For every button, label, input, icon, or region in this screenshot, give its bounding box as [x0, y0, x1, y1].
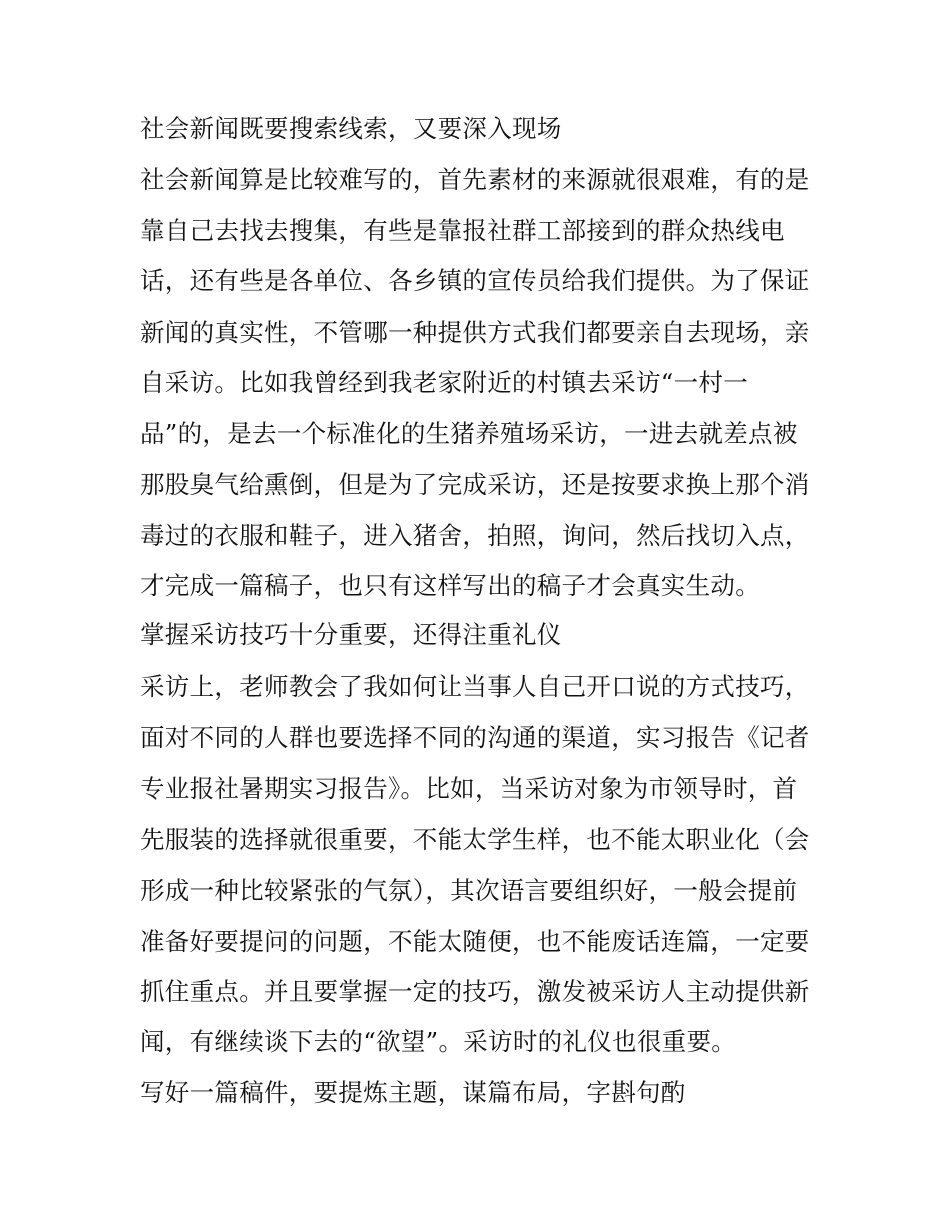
paragraph-line: 闻，有继续谈下去的“欲望”。采访时的礼仪也很重要。: [140, 1027, 737, 1056]
paragraph-line: 毒过的衣服和鞋子，进入猪舍，拍照，询问，然后找切入点，: [140, 521, 810, 550]
paragraph-line: 面对不同的人群也要选择不同的沟通的渠道，实习报告《记者: [140, 723, 810, 752]
section-heading: 社会新闻既要搜索线索，又要深入现场: [140, 114, 562, 143]
paragraph-line: 品”的，是去一个标准化的生猪养殖场采访，一进去就差点被: [140, 419, 798, 448]
paragraph-line: 自采访。比如我曾经到我老家附近的村镇去采访“一村一: [140, 368, 749, 397]
paragraph-line: 准备好要提问的问题，不能太随便，也不能废话连篇，一定要: [140, 927, 810, 956]
paragraph-line: 话，还有些是各单位、各乡镇的宣传员给我们提供。为了保证: [140, 266, 810, 295]
paragraph-line: 抓住重点。并且要掌握一定的技巧，激发被采访人主动提供新: [140, 977, 810, 1006]
paragraph-line: 新闻的真实性，不管哪一种提供方式我们都要亲自去现场，亲: [140, 318, 810, 347]
paragraph-line: 靠自己去找去搜集，有些是靠报社群工部接到的群众热线电: [140, 216, 785, 245]
paragraph-line: 先服装的选择就很重要，不能太学生样，也不能太职业化（会: [140, 825, 810, 854]
section-heading: 写好一篇稿件，要提炼主题，谋篇布局，字斟句酌: [140, 1078, 686, 1107]
paragraph-line: 那股臭气给熏倒，但是为了完成采访，还是按要求换上那个消: [140, 470, 810, 499]
section-heading: 掌握采访技巧十分重要，还得注重礼仪: [140, 620, 562, 649]
paragraph-line: 采访上，老师教会了我如何让当事人自己开口说的方式技巧，: [140, 672, 810, 701]
paragraph-line: 形成一种比较紧张的气氛），其次语言要组织好，一般会提前: [140, 876, 798, 905]
paragraph-line: 专业报社暑期实习报告》。比如，当采访对象为市领导时，首: [140, 774, 798, 803]
paragraph-line: 才完成一篇稿子，也只有这样写出的稿子才会真实生动。: [140, 571, 760, 600]
paragraph-line: 社会新闻算是比较难写的，首先素材的来源就很艰难，有的是: [140, 165, 810, 194]
